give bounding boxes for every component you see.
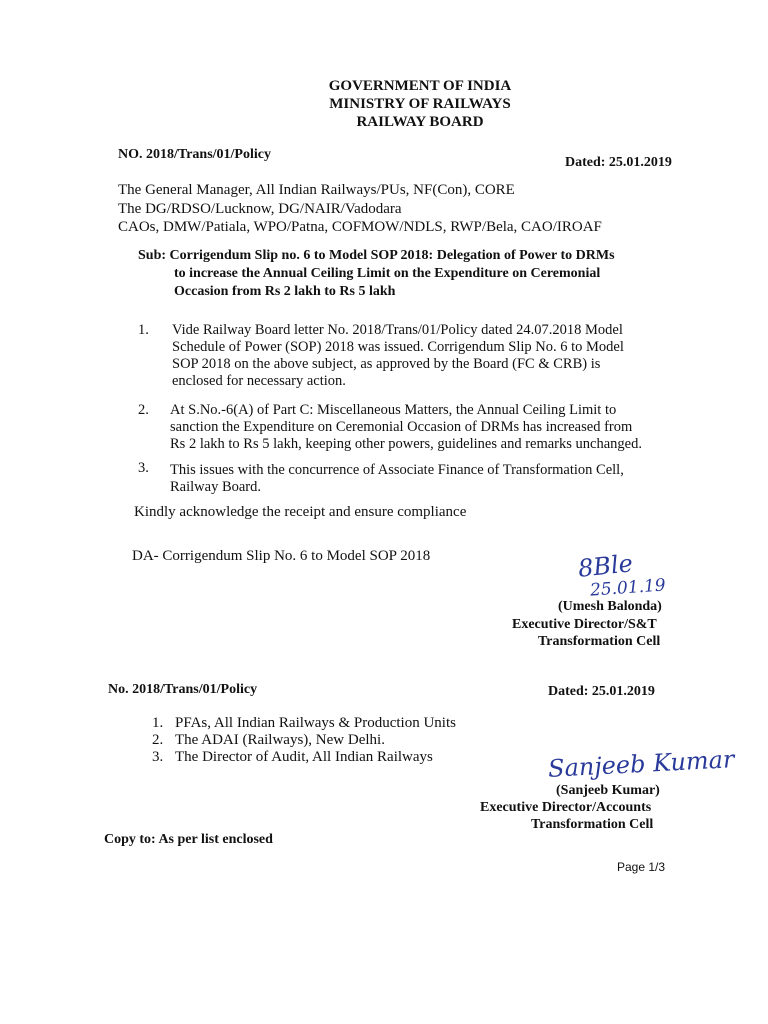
signatory-name: (Sanjeeb Kumar) [556,783,660,798]
paragraph-1 [172,322,678,390]
paragraph-line: sanction the Expenditure on Ceremonial Occasion of DRMs has increased from [170,419,633,435]
addressee-line: CAOs, DMW/Patiala, WPO/Patna, COFMOW/NDLS, RWP/Bela, CAO/IROAF [118,219,602,235]
letter-date: Dated: 25.01.2019 [565,155,672,170]
recipient-text: The Director of Audit, All Indian Railways [175,749,433,765]
page-number: Page 1/3 [617,860,666,874]
handwritten-initial: 8Ble [576,549,635,583]
copy-reference-number: No. 2018/Trans/01/Policy [108,682,258,697]
paragraph-number: 3. [138,460,149,476]
header-board: RAILWAY BOARD [356,114,484,130]
paragraph-line: Schedule of Power (SOP) 2018 was issued. Corrigendum Slip No. 6 to Model [172,339,624,355]
subject-line: Occasion from Rs 2 lakh to Rs 5 lakh [174,284,396,299]
enclosure-text: DA- Corrigendum Slip No. 6 to Model SOP 2018 [132,548,431,564]
recipient-number: 2. [152,732,164,748]
handwritten-signature: Sanjeeb Kumar [547,745,736,783]
handwritten-date: 25.01.19 [589,575,667,601]
signatory-unit: Transformation Cell [531,817,654,832]
addressee-line: The DG/RDSO/Lucknow, DG/NAIR/Vadodara [118,201,402,217]
recipient-number: 1. [152,715,164,731]
paragraph-number: 2. [138,402,149,418]
recipient-number: 3. [152,749,164,765]
recipient-text: PFAs, All Indian Railways & Production Units [175,715,456,731]
signatory-unit: Transformation Cell [538,634,661,649]
subject-line: to increase the Annual Ceiling Limit on the Expenditure on Ceremonial [174,266,601,281]
recipient-text: The ADAI (Railways), New Delhi. [175,732,385,748]
paragraph-3 [170,462,678,496]
signatory-designation: Executive Director/S&T [512,617,657,632]
header-govt: GOVERNMENT OF INDIA [328,78,512,94]
paragraph-line: This issues with the concurrence of Associate Finance of Transformation Cell, [170,462,624,478]
paragraph-line: enclosed for necessary action. [172,373,346,389]
paragraph-line: Railway Board. [170,479,262,495]
signatory-name: (Umesh Balonda) [558,599,662,614]
paragraph-line: At S.No.-6(A) of Part C: Miscellaneous Matters, the Annual Ceiling Limit to [170,402,617,418]
header-ministry: MINISTRY OF RAILWAYS [329,96,511,112]
paragraph-2 [170,402,678,453]
paragraph-number: 1. [138,322,149,338]
signatory-designation: Executive Director/Accounts [480,800,652,815]
acknowledge-text: Kindly acknowledge the receipt and ensure compliance [134,504,467,520]
copy-to-text: Copy to: As per list enclosed [104,832,273,847]
subject-line: Sub: Corrigendum Slip no. 6 to Model SOP 2018: Delegation of Power to DRMs [138,248,615,263]
copy-date: Dated: 25.01.2019 [548,684,655,699]
paragraph-line: Vide Railway Board letter No. 2018/Trans/01/Policy dated 24.07.2018 Model [172,322,623,338]
paragraph-line: Rs 2 lakh to Rs 5 lakh, keeping other powers, guidelines and remarks unchanged. [170,436,642,452]
addressee-line: The General Manager, All Indian Railways/PUs, NF(Con), CORE [118,182,515,198]
reference-number: NO. 2018/Trans/01/Policy [118,147,271,162]
paragraph-line: SOP 2018 on the above subject, as approved by the Board (FC & CRB) is [172,356,601,372]
